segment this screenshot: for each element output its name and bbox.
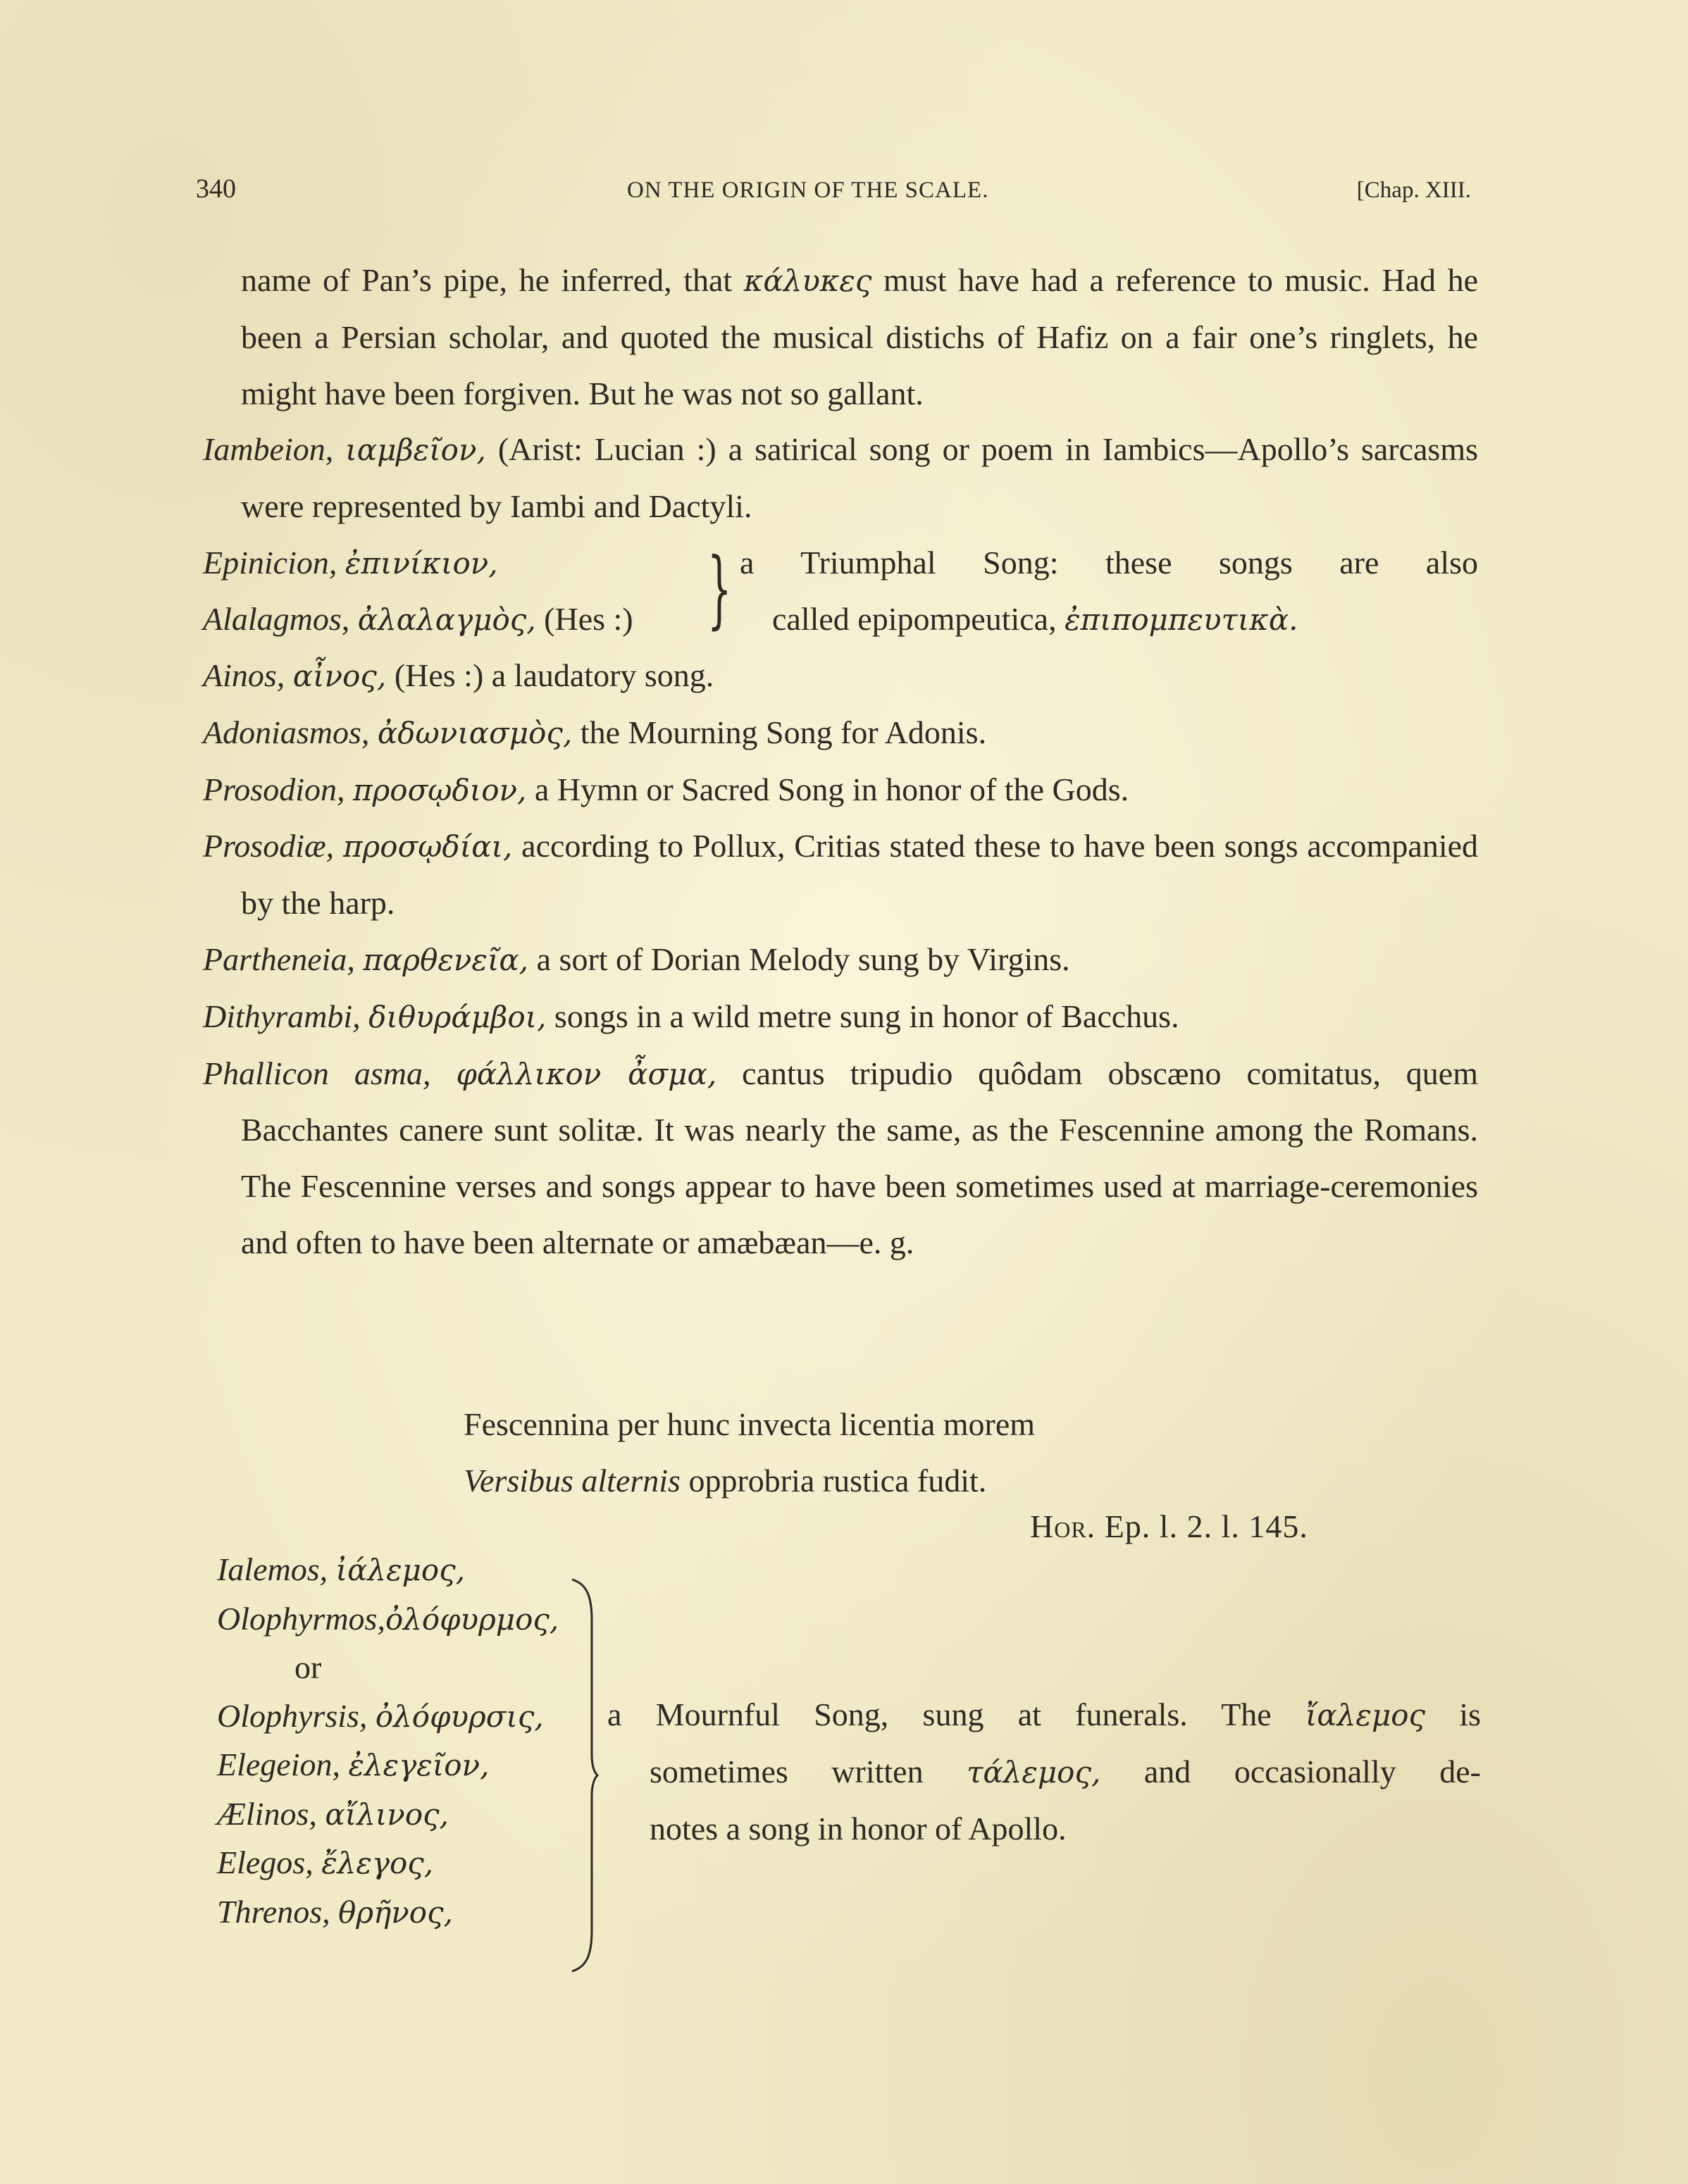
term-row (217, 1546, 559, 1595)
entry-term: Prosodiæ, (203, 828, 335, 864)
term-row (217, 1692, 559, 1742)
entry-term: Alalagmos, (203, 600, 350, 637)
entry-greek: ὀλόφυρμος, (385, 1601, 559, 1637)
intro-greek: κάλυκες (743, 263, 872, 298)
entry-greek: παρθενεῖα, (363, 942, 529, 977)
definition-text-end: and occasionally de- (1143, 1754, 1481, 1789)
intro-paragraph (203, 252, 1478, 421)
intro-text-a: name of Pan’s pipe, he inferred, that (241, 262, 733, 298)
verse-italic: Versibus alternis (464, 1463, 681, 1499)
verse-line-1: Fescennina per hunc invecta licentia morem (464, 1406, 1036, 1442)
entry-greek: ἰάλεμος, (335, 1553, 466, 1587)
entry-epinicion (203, 535, 498, 592)
entry-greek: αἴλινος, (325, 1797, 449, 1832)
entry-text: (Arist: Lucian :) a satirical song or poem in Iambics—Apollo’s sarcasms were represented by Iambi and Dactyli. (241, 431, 1479, 525)
entry-dithyrambi (203, 988, 1478, 1046)
entry-prosodion (203, 762, 1478, 819)
entry-term: Elegeion, (217, 1746, 340, 1782)
entry-greek: ιαμβεῖον, (345, 433, 486, 468)
entry-greek: διθυράμβοι, (368, 999, 547, 1034)
entry-text: songs in a wild metre sung in honor of Bacchus. (554, 998, 1179, 1034)
entry-greek: ἀλαλαγμὸς, (357, 602, 536, 637)
entry-greek: ἐπινίκιον, (345, 545, 498, 581)
entry-text: a sort of Dorian Melody sung by Virgins. (536, 941, 1070, 977)
entry-greek: αἶνος, (292, 658, 387, 693)
running-title: ON THE ORIGIN OF THE SCALE. (627, 178, 989, 203)
entry-term: Olophyrsis, (217, 1697, 368, 1734)
entry-term: Iambeion, (203, 431, 334, 468)
shared-definition-text: called epipompeutica, (772, 600, 1057, 637)
definition-line-1 (607, 1687, 1481, 1744)
mournful-definition (607, 1687, 1481, 1857)
term-row (217, 1790, 559, 1839)
main-text (203, 252, 1478, 1271)
entry-greek: ἀδωνιασμὸς, (377, 715, 573, 750)
intro-text-b: must have had a reference to music. Had he been a Persian scholar, and quoted the musical distichs of Hafiz on a fair one’s ringlets, he might have been forgiven. But he was not so gallant. (241, 262, 1479, 411)
verse-attribution (1030, 1508, 1308, 1545)
entry-text: cantus tripudio quôdam obscæno comitatus, quem Bacchantes canere sunt solitæ. It was nearly the same, as the Fescennine among the Romans. The Fescennine verses and songs appear to have been sometimes used at marriage-ceremonies and often to have been alternate or amæbæan—e. g. (241, 1055, 1478, 1260)
entry-greek: ὀλόφυρσις, (375, 1699, 544, 1734)
entry-alalagmos (203, 591, 633, 648)
definition-text: a Mournful Song, sung at funerals. The (607, 1696, 1272, 1732)
entry-iambeion (203, 421, 1478, 535)
large-brace (571, 1578, 599, 1973)
entry-greek: φάλλικον ἆσμα, (456, 1056, 717, 1091)
right-brace: } (707, 540, 732, 638)
term-row (217, 1888, 559, 1937)
page-header (196, 173, 1471, 209)
entry-text: (Hes :) a laudatory song. (394, 657, 714, 693)
definition-text: sometimes written (650, 1754, 924, 1789)
definition-greek: τάλεμος, (967, 1755, 1101, 1789)
entry-term: Olophyrmos, (217, 1600, 385, 1637)
or-word: or (294, 1649, 322, 1685)
entry-text: according to Pollux, Critias stated these to have been songs accompanied by the harp. (241, 828, 1479, 922)
entry-term: Ainos, (203, 657, 285, 693)
entry-term: Ialemos, (217, 1551, 328, 1587)
entry-term: Epinicion, (203, 544, 337, 581)
entry-term: Threnos, (217, 1893, 330, 1930)
verse-quotation (464, 1396, 1035, 1509)
definition-text-end: is (1459, 1696, 1481, 1732)
term-row (217, 1839, 559, 1888)
entry-text: a Hymn or Sacred Song in honor of the Gods. (534, 771, 1129, 807)
entry-term: Dithyrambi, (203, 998, 361, 1034)
verse-line-2 (464, 1453, 1035, 1509)
term-row (217, 1741, 559, 1790)
shared-definition-greek: ἐπιπομπευτικὰ. (1065, 602, 1298, 637)
shared-definition-line1: a Triumphal Song: these songs are also (740, 544, 1478, 581)
definition-line-2 (607, 1744, 1481, 1801)
entry-term: Ælinos, (217, 1795, 317, 1832)
entry-term: Partheneia, (203, 941, 355, 977)
term-row (217, 1595, 559, 1644)
attribution-author: Hor. (1030, 1508, 1096, 1544)
entry-adoniasmos (203, 705, 1478, 762)
entry-greek: προσῳδίαι, (342, 829, 513, 864)
entry-greek: προσῳδιον, (352, 772, 527, 807)
entry-greek: ἐλεγεῖον, (348, 1748, 490, 1782)
entry-text: the Mourning Song for Adonis. (580, 714, 987, 750)
shared-definition-line2 (772, 591, 1298, 648)
entry-term: Prosodion, (203, 771, 345, 807)
entry-source: (Hes :) (544, 600, 633, 637)
entry-epinicion-alalagmos (203, 535, 1478, 647)
entry-term: Elegos, (217, 1844, 314, 1880)
definition-line-3: notes a song in honor of Apollo. (650, 1811, 1067, 1847)
entry-term: Phallicon asma, (203, 1055, 431, 1091)
entry-partheneia (203, 931, 1478, 988)
entry-greek: ἔλεγος, (321, 1846, 434, 1880)
attribution-reference: Ep. l. 2. l. 145. (1104, 1508, 1308, 1544)
entry-ainos (203, 647, 1478, 705)
entry-term: Adoniasmos, (203, 714, 370, 750)
verse-rest: opprobria rustica fudit. (688, 1463, 987, 1499)
chapter-label: [Chap. XIII. (1356, 178, 1471, 203)
page-number: 340 (196, 174, 236, 204)
entry-phallicon (203, 1046, 1478, 1271)
entry-prosodiae (203, 818, 1478, 931)
entry-greek: θρῆνος, (338, 1894, 453, 1930)
mournful-terms-list (217, 1546, 559, 1937)
definition-greek: ἴαλεμος (1305, 1698, 1426, 1732)
